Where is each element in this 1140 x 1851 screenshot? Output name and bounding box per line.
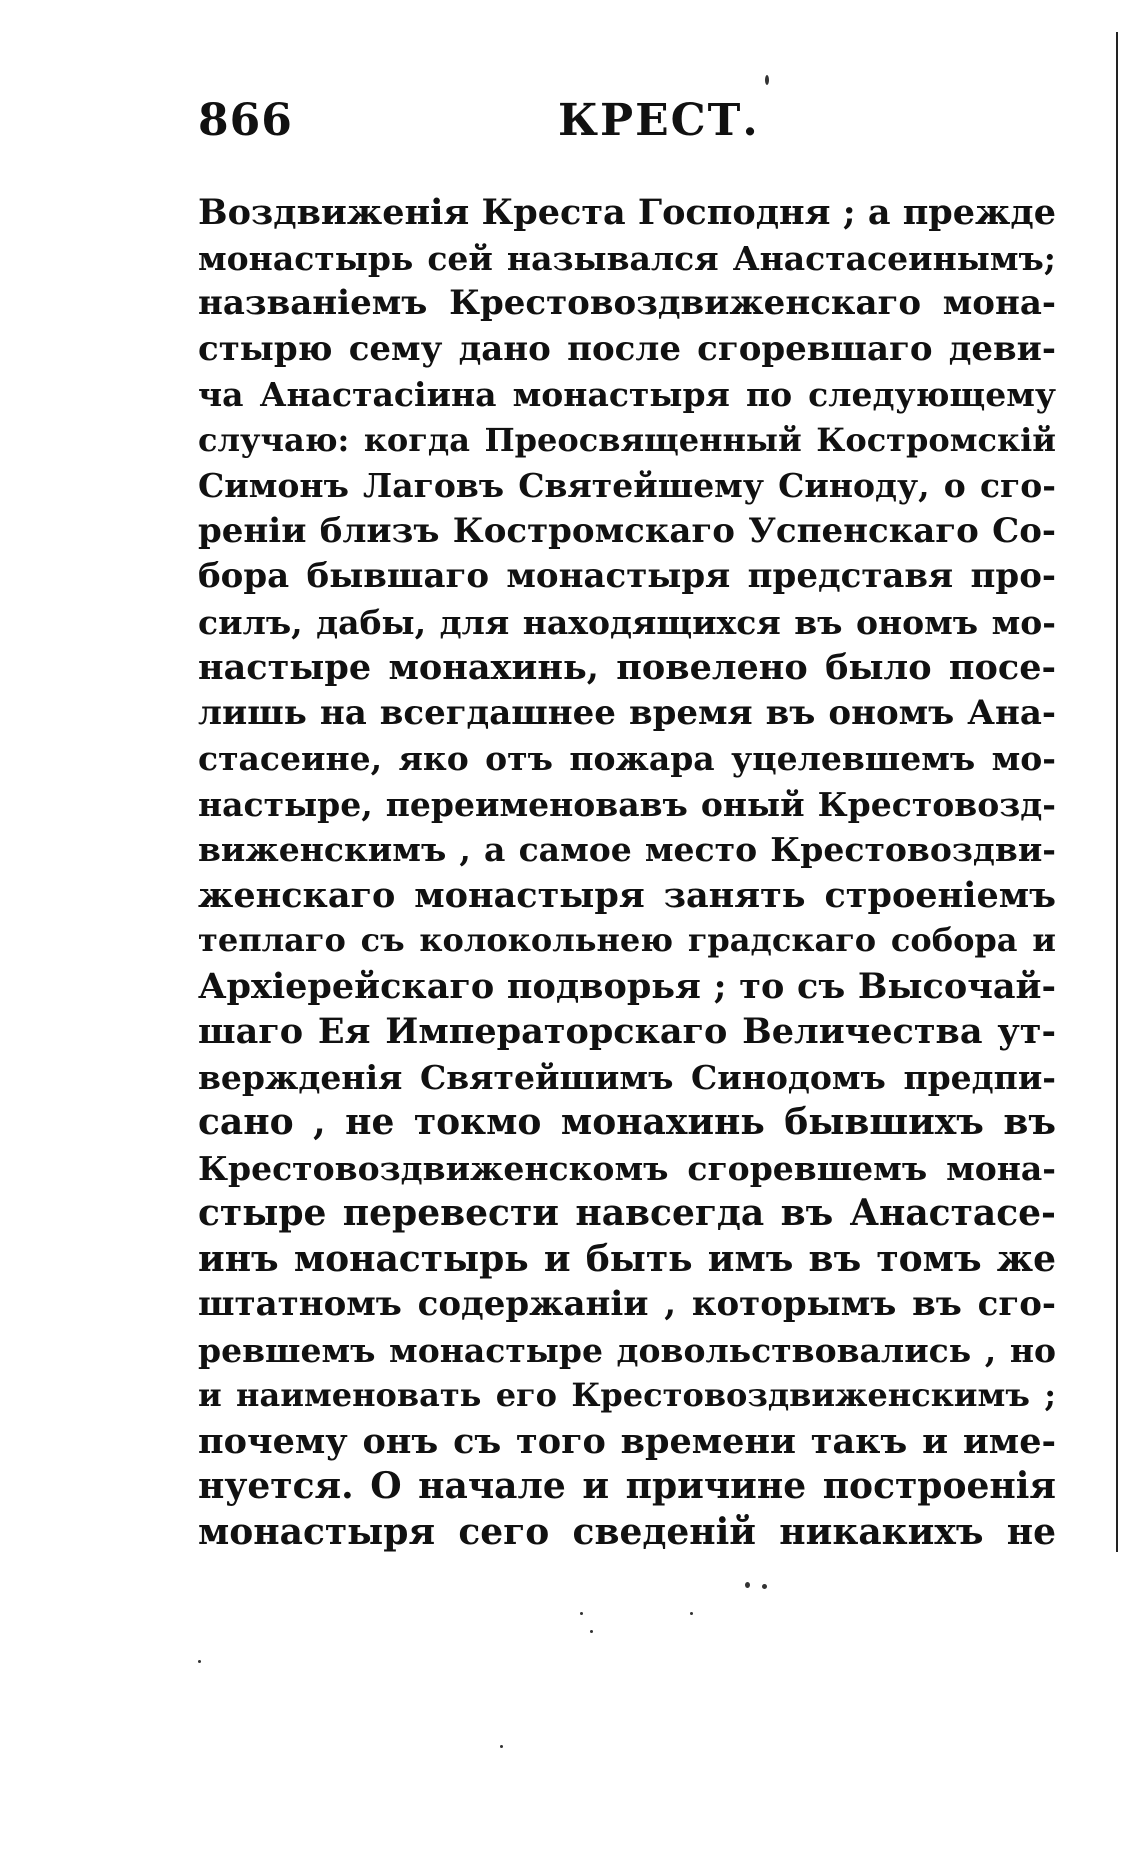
text-line: настыре, переименовавъ оный Крестовозд-	[198, 784, 1056, 824]
scan-speck	[580, 1612, 583, 1615]
text-line: штатномъ содержаніи , которымъ въ сго-	[198, 1284, 1056, 1324]
text-line: названіемъ Крестовоздвиженскаго мона-	[198, 283, 1056, 323]
text-line: женскаго монастыря занять строеніемъ	[198, 874, 1056, 916]
text-line: теплаго съ колокольнею градскаго собора и	[198, 921, 1056, 959]
scan-speck	[745, 1582, 750, 1588]
scan-speck	[198, 1660, 201, 1663]
text-line: виженскимъ , а самое место Крестовоздви-	[198, 830, 1056, 869]
text-line: реніи близъ Костромскаго Успенскаго Со-	[198, 510, 1056, 551]
scan-speck	[765, 75, 769, 85]
page-number: 866	[198, 95, 293, 146]
text-line: монастыря сего сведеній никакихъ не	[198, 1510, 1056, 1553]
text-line: Крестовоздвиженскомъ сгоревшемъ мона-	[198, 1148, 1056, 1188]
page-header	[198, 95, 1058, 155]
text-line: Воздвиженія Креста Господня ; а прежде	[198, 192, 1056, 233]
text-line: почему онъ съ того времени такъ и име-	[198, 1420, 1056, 1462]
text-line: монастырь сей назывался Анастасеинымъ;	[198, 238, 1056, 278]
text-line: инъ монастырь и быть имъ въ томъ же	[198, 1237, 1056, 1280]
text-line: лишь на всегдашнее время въ ономъ Ана-	[198, 692, 1056, 733]
page-edge-line	[1116, 32, 1118, 1552]
text-line: настыре монахинь, повелено было посе-	[198, 647, 1056, 688]
text-line: бора бывшаго монастыря представя про-	[198, 556, 1056, 596]
text-line: нуется. О начале и причине построенія	[198, 1465, 1056, 1507]
text-line: силъ, дабы, для находящихся въ ономъ мо-	[198, 602, 1056, 642]
text-line: сано , не токмо монахинь бывшихъ въ	[198, 1101, 1056, 1143]
text-line: ча Анастасіина монастыря по следующему	[198, 375, 1056, 414]
text-line: шаго Ея Императорскаго Величества ут-	[198, 1011, 1056, 1052]
scan-speck	[590, 1630, 593, 1633]
text-line: ревшемъ монастыре довольствовались , но	[198, 1330, 1056, 1370]
text-line: Симонъ Лаговъ Святейшему Синоду, о сго-	[198, 466, 1056, 505]
scan-speck	[690, 1612, 693, 1615]
text-line: и наименовать его Крестовоздвиженскимъ ;	[198, 1376, 1056, 1414]
body-text	[198, 190, 1056, 1555]
text-line: вержденія Святейшимъ Синодомъ предпи-	[198, 1057, 1056, 1097]
text-line: стыре перевести навсегда въ Анастасе-	[198, 1192, 1056, 1234]
scan-speck	[500, 1745, 503, 1748]
text-line: стасеине, яко отъ пожара уцелевшемъ мо-	[198, 739, 1056, 778]
text-line: стырю сему дано после сгоревшаго деви-	[198, 328, 1056, 369]
text-line: Архіерейскаго подворья ; то съ Высочай-	[198, 965, 1056, 1007]
text-line: случаю: когда Преосвященный Костромскій	[198, 420, 1056, 459]
running-head: КРЕСТ.	[558, 95, 760, 146]
scan-speck	[762, 1584, 767, 1589]
